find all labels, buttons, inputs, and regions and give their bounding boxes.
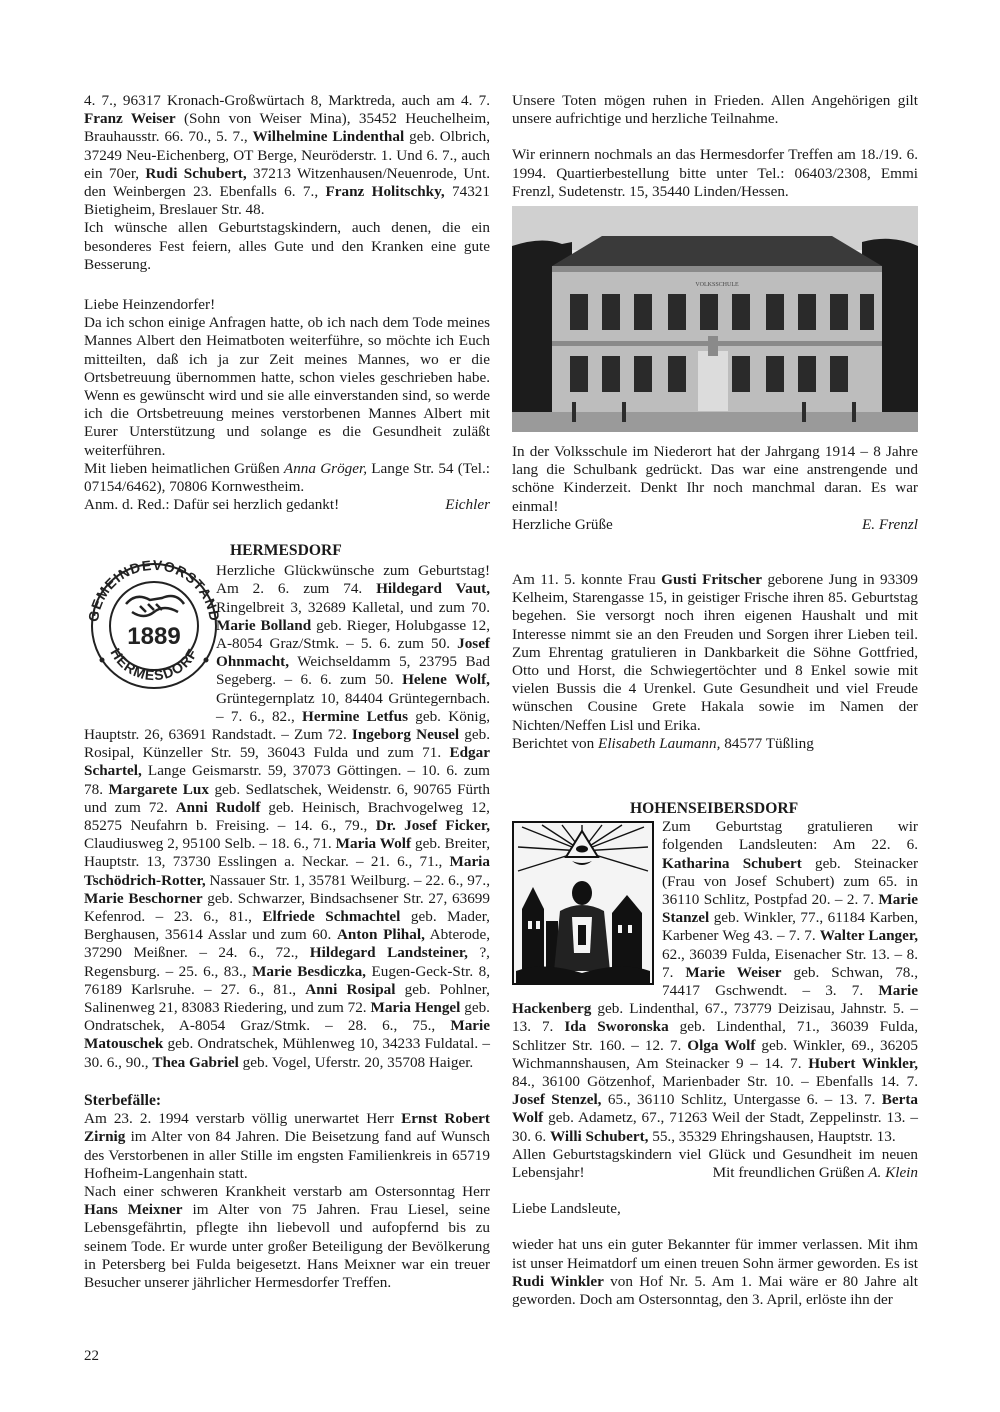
hohenseibersdorf-heading: HOHENSEIBERSDORF <box>630 800 799 817</box>
monument <box>698 351 728 411</box>
volksschule-photo <box>512 206 918 432</box>
report-byline: Berichtet von Elisabeth Laumann, 84577 Tüßling <box>512 734 814 752</box>
seal-year: 1889 <box>127 623 181 650</box>
birthday-continuation: 4. 7., 96317 Kronach-Großwürtach 8, Marktreda, auch am 4. 7. Franz Weiser (Sohn von Weiser Mina), 35452 Heuchelheim, Brauhausstr. 66. 70., 5. 7., Wilhelmine Lindenthal geb. Olbrich, 37249 Neu-Eichenberg, OT Berge, Neuröderstr. 1. Und 6. 7., auch ein 70er, Rudi Schubert, 37213 Witzenhausen/Neuenrode, Unt. den Weinbergen 23. Ebenfalls 6. 7., Franz Holitschky, 74321 Bietigheim, Breslauer Str. 48. <box>84 92 490 219</box>
editor-note: Anm. d. Red.: Dafür sei herzlich gedankt! Eichler <box>84 496 490 514</box>
photo-caption: In der Volksschule im Niederort hat der Jahrgang 1914 – 8 Jahre lang die Schulbank gedrückt. Das war eine anstrengende und schöne Kinderzeit. Denkt Ihr noch manchmal daran. Es war einmal! <box>512 443 918 515</box>
hermesdorf-section <box>84 542 490 1292</box>
obituary-winkler: wieder hat uns ein guter Bekannter für immer verlassen. Mit ihm ist unser Heimatdorf um einen treuen Sohn ärmer geworden. Es ist Rudi Winkler von Hof Nr. 5. Am 1. Mai wäre er 80 Jahre alt geworden. Doch am Ostersonntag, den 3. April, erlöste ihn der <box>512 1236 918 1309</box>
meeting-reminder: Wir erinnern nochmals an das Hermesdorfer Treffen am 18./19. 6. 1994. Quartierbestellung bitte unter Tel.: 06403/2308, Emmi Frenzl, Sudetenstr. 15, 35440 Linden/Hessen. <box>512 146 918 200</box>
wishes-paragraph: Ich wünsche allen Geburtstagskindern, auch denen, die ein besonderes Fest feiern, alles Gute und den Kranken eine gute Besserung. <box>84 219 490 273</box>
left-column-top <box>84 92 490 514</box>
obituary-zirnig: Am 23. 2. 1994 verstarb völlig unerwartet Herr Ernst Robert Zirnig im Alter von 84 Jahren. Die Beisetzung fand auf Wunsch des Verstorbenen in aller Stille im engsten Familienkreis in 65719 Hofheim-Langenhain statt. <box>84 1110 490 1182</box>
seal-bottom-text: HERMESDORF <box>107 645 201 684</box>
sterbefaelle-heading: Sterbefälle: <box>84 1091 162 1109</box>
condolence-paragraph: Unsere Toten mögen ruhen in Frieden. Allen Angehörigen gilt unsere aufrichtige und herzliche Teilnahme. <box>512 92 918 128</box>
birthday-wishes: Allen Geburtstagskindern viel Glück und Gesundheit im neuen Lebensjahr! Mit freundlichen Grüßen A. Klein <box>512 1145 918 1182</box>
caption-signature: Herzliche Grüße E. Frenzl <box>512 515 918 533</box>
salutation: Liebe Heinzendorfer! <box>84 296 216 314</box>
landsleute-salutation: Liebe Landsleute, <box>512 1200 621 1218</box>
right-column-top <box>512 92 918 201</box>
seal-top-text: GEMEINDEVORSTAND <box>84 560 223 623</box>
letter-signoff: Mit lieben heimatlichen Grüßen Anna Gröger, Lange Str. 54 (Tel.: 07154/6462), 70806 Kornwestheim. <box>84 459 490 496</box>
right-column-middle <box>512 443 918 753</box>
photo-sign: VOLKSSCHULE <box>695 282 739 288</box>
fritscher-birthday: Am 11. 5. konnte Frau Gusti Fritscher geborene Jung in 93309 Kelheim, Starengasse 15, in geistiger Frische ihren 85. Geburtstag begehen. Sie versorgt noch ihren eigenen Haushalt und mit Interesse nimmt sie an den Freuden und Sorgen ihrer Lieben teil. Zum Ehrentag gratulieren in Dankbarkeit die Söhne Gottfried, Otto und Horst, die Schwiegertöchter und 8 Enkel sowie mit vielen Bussis die 4 Urenkel. Gute Gesundheit und viel Freude wünschen Cousine Grete Hakala sowie im Namen der Nichten/Neffen Lisl und Erika. <box>512 571 918 734</box>
letter-body: Da ich schon einige Anfragen hatte, ob ich nach dem Tode meines Mannes Albert den Heimatboten weiterführe, so möchte ich Euch mitteilten, daß ich ja zur Zeit meines Mannes, wo er die Ortsbetreuung übernommen hatte, schon vieles geschrieben habe. Wenn es gewünscht wird und sie alle einverstanden sind, so werde ich die Ortsbetreuung meines verstorbenen Mannes Albert mit Eurer Unterstützung und solange es die Gesundheit zuläßt weiterführen. <box>84 314 490 459</box>
hohenseibersdorf-birthdays: Zum Geburtstag gratulieren wir folgenden Landsleuten: Am 22. 6. Katharina Schubert geb. Steinacker (Frau von Josef Schubert) zum 65. in 36110 Schlitz, Postpfad 20. – 2. 7. Marie Stanzel geb. Winkler, 77., 61184 Karben, Karbener Weg 43. – 7. 7. Walter Langer, 62., 36039 Fulda, Eisenacher Str. 13. – 8. 7. Marie Weiser geb. Schwan, 78., 74417 Gschwendt. – 3. 7. Marie Hackenberg geb. Lindenthal, 67., 73779 Deizisau, Jahnstr. 5. – 13. 7. Ida Sworonska geb. Lindenthal, 71., 36039 Fulda, Schlitzer Str. 160. – 12. 7. Olga Wolf geb. Winkler, 69., 36205 Wichmannshausen, Am Steinacker 9 – 14. 7. Hubert Winkler, 84., 36100 Götzenhof, Marienbader Str. 10. – Ebenfalls 14. 7. Josef Stenzel, 65., 36110 Schlitz, Untergasse 6. – 13. 7. Berta Wolf geb. Adametz, 67., 71263 Weil der Stadt, Zeppelinstr. 13. – 30. 6. Willi Schubert, 55., 35329 Ehringshausen, Hauptstr. 13. <box>512 818 918 1145</box>
page-number: 22 <box>84 1348 99 1364</box>
obituary-meixner: Nach einer schweren Krankheit verstarb am Ostersonntag Herr Hans Meixner im Alter von 75 Jahren. Frau Liesel, seine Lebensgefährtin, pflegte ihn liebevoll und aufopfernd bis zu seinem Tode. Er wurde unter großer Beteiligung der Bevölkerung in Petersberg bei Fulda beigesetzt. Hans Meixner war ein treuer Besucher unserer jährlicher Hermesdorfer Treffen. <box>84 1182 490 1291</box>
hermesdorf-birthdays: Herzliche Glückwünsche zum Geburtstag! Am 2. 6. zum 74. Hildegard Vaut, Ringelbreit 3, 32689 Kalletal, und zum 70. Marie Bolland geb. Rieger, Holubgasse 12, A-8054 Graz/Stmk. – 5. 6. zum 50. Josef Ohnmacht, Weichseldamm 5, 23795 Bad Segeberg. – 6. 6. zum 50. Helene Wolf, Grüntegernplatz 10, 84404 Grüntegernbach. – 7. 6., 82., Hermine Letfus geb. König, Hauptstr. 26, 63691 Randstadt. – Zum 72. Ingeborg Neusel geb. Rosipal, Künzeller Str. 59, 36043 Fulda und zum 71. Edgar Schartel, Lange Geismarstr. 59, 37073 Göttingen. – 10. 6. zum 78. Margarete Lux geb. Sedlatschek, Weidenstr. 6, 90765 Fürth und zum 72. Anni Rudolf geb. Heinisch, Brachvogelweg 12, 85275 Neufahrn b. Freising. – 14. 6., 79., Dr. Josef Ficker, Claudiusweg 2, 95100 Selb. – 18. 6., 71. Maria Wolf geb. Breiter, Hauptstr. 13, 73730 Esslingen a. Neckar. – 21. 6., 71., Maria Tschödrich-Rotter, Nassauer Str. 1, 35781 Weilburg. – 22. 6., 97., Marie Beschorner geb. Schwarzer, Bindsachsener Str. 27, 63699 Kefenrod. – 23. 6., 81., Elfriede Schmachtel geb. Mader, Berghausen, 35614 Asslar und zum 60. Anton Plihal, Abterode, 37290 Meißner. – 24. 6., 72., Hildegard Landsteiner, ?, Regensburg. – 25. 6., 83., Marie Besdiczka, Eugen-Geck-Str. 8, 76189 Karlsruhe. – 27. 6., 81., Anni Rosipal geb. Pohlner, Salinenweg 21, 83083 Riedering, und zum 72. Maria Hengel geb. Ondratschek, A-8054 Graz/Stmk. – 28. 6., 75., Marie Matouschek geb. Ondratschek, Mühlenweg 10, 34233 Fuldatal. – 30. 6., 90., Thea Gabriel geb. Vogel, Uferstr. 20, 35708 Haiger. <box>84 562 491 1071</box>
hermesdorf-heading: HERMESDORF <box>230 542 342 559</box>
hohenseibersdorf-section <box>512 800 918 1309</box>
